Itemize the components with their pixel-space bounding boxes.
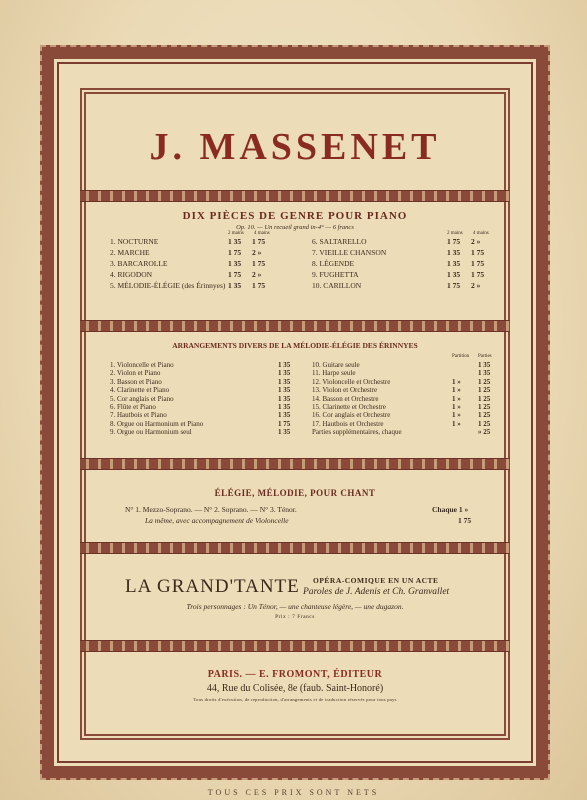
- genre-price-4: 2 »: [252, 270, 262, 279]
- arrangement-item: 17. Hautbois et Orchestre: [312, 419, 384, 428]
- genre-col-head-4: 4 mains: [254, 231, 270, 236]
- arrangement-item: 3. Basson et Piano: [110, 377, 162, 386]
- arrangement-item: 7. Hautbois et Piano: [110, 411, 167, 420]
- genre-price-4: 1 75: [471, 259, 485, 268]
- arrangement-item: 11. Harpe seule: [312, 369, 356, 378]
- grandtante-genre: OPÉRA-COMIQUE EN UN ACTE: [313, 576, 439, 585]
- genre-item: 7. VIEILLE CHANSON: [312, 248, 387, 257]
- arr-head-partition: Partition: [452, 354, 470, 359]
- genre-price-2: 1 35: [228, 281, 242, 290]
- genre-price-2: 1 75: [447, 281, 461, 290]
- elegie-price1: Chaque 1 »: [432, 505, 469, 514]
- arrangement-item: 14. Basson et Orchestre: [312, 394, 379, 403]
- genre-subtitle: Op. 10. — Un recueil grand in-4° — 6 francs: [236, 224, 354, 231]
- footer-note: TOUS CES PRIX SONT NETS: [207, 788, 380, 797]
- arrangement-item: 13. Violon et Orchestre: [312, 386, 378, 395]
- arrangement-price-partition: 1 »: [452, 386, 461, 395]
- genre-price-2: 1 35: [447, 270, 461, 279]
- arrangement-item: 9. Orgue ou Harmonium seul: [110, 428, 192, 437]
- arrangement-price-parties: 1 25: [478, 411, 491, 420]
- genre-item: 6. SALTARELLO: [312, 237, 367, 246]
- arrangement-price-parties: 1 25: [478, 386, 491, 395]
- divider: [80, 542, 510, 554]
- elegie-line2: La même, avec accompagnement de Violoncelle: [145, 516, 289, 525]
- arrangement-price-parties: 1 35: [478, 361, 491, 369]
- genre-item: 10. CARILLON: [312, 281, 362, 290]
- elegie-line1: N° 1. Mezzo-Soprano. — N° 2. Soprano. — N° 3. Ténor.: [125, 505, 297, 514]
- arrangement-price-parties: 1 25: [478, 394, 491, 403]
- genre-price-2: 1 75: [447, 237, 461, 246]
- arrangement-item: 1. Violoncelle et Piano: [110, 361, 174, 369]
- arrangement-price-partition: 1 »: [452, 419, 461, 428]
- genre-price-4: 2 »: [252, 248, 262, 257]
- arrangement-price-parties: 1 35: [478, 369, 491, 378]
- grandtante-authors: Paroles de J. Adenis et Ch. Granvallet: [303, 587, 450, 597]
- genre-item: 9. FUGHETTA: [312, 270, 359, 279]
- arrangement-price: 1 35: [278, 403, 291, 411]
- genre-price-2: 1 35: [447, 259, 461, 268]
- divider: [80, 640, 510, 652]
- divider: [80, 458, 510, 470]
- genre-price-4: 1 75: [471, 248, 485, 257]
- genre-price-4: 1 75: [252, 281, 266, 290]
- arrangement-price-parties: 1 25: [478, 403, 491, 411]
- genre-item: 5. MÉLODIE-ÉLÉGIE (des Érinnyes): [110, 281, 226, 290]
- genre-item: 4. RIGODON: [110, 270, 153, 279]
- genre-price-4: 1 75: [252, 259, 266, 268]
- genre-price-2: 1 75: [228, 248, 242, 257]
- genre-col-head-2: 2 mains: [228, 231, 244, 236]
- arrangement-price-partition: 1 »: [452, 411, 461, 420]
- arrangement-price: 1 35: [278, 428, 291, 437]
- composer-title: J. MASSENET: [149, 126, 441, 168]
- divider: [80, 190, 510, 202]
- arrangement-item: 12. Violoncelle et Orchestre: [312, 377, 391, 386]
- genre-price-2: 1 35: [447, 248, 461, 257]
- arrangement-price-partition: 1 »: [452, 403, 461, 411]
- arrangement-price-parties: » 25: [478, 428, 491, 437]
- genre-price-4: 2 »: [471, 237, 481, 246]
- arrangement-item: 4. Clarinette et Piano: [110, 386, 170, 395]
- arrangement-price: 1 35: [278, 377, 291, 386]
- arrangement-price-partition: 1 »: [452, 394, 461, 403]
- grandtante-cast: Trois personnages : Un Ténor, — une chanteuse légère, — une dugazon.: [186, 602, 404, 611]
- publisher-line2: 44, Rue du Colisée, 8e (faub. Saint-Honoré): [206, 683, 384, 694]
- elegie-price2: 1 75: [458, 516, 472, 525]
- elegie-title: ÉLÉGIE, MÉLODIE, POUR CHANT: [214, 488, 376, 498]
- genre-price-2: 1 35: [228, 259, 242, 268]
- genre-price-4: 1 75: [471, 270, 485, 279]
- genre-col-head-4: 4 mains: [473, 231, 489, 236]
- arrangement-item: 2. Violon et Piano: [110, 369, 161, 378]
- arrangement-price-parties: 1 25: [478, 377, 491, 386]
- genre-item: 2. MARCHE: [110, 248, 150, 257]
- arrangement-price: 1 35: [278, 386, 291, 395]
- publisher-line1: PARIS. — E. FROMONT, ÉDITEUR: [207, 669, 383, 680]
- arrangement-item: 5. Cor anglais et Piano: [110, 394, 174, 403]
- arrangement-item: 15. Clarinette et Orchestre: [312, 403, 386, 411]
- arr-head-parties: Parties: [478, 354, 492, 359]
- genre-item: 3. BARCAROLLE: [110, 259, 168, 268]
- publisher-rights: Tous droits d'exécution, de reproduction, d'arrangements et de traduction réservés pour tous pays: [193, 697, 397, 702]
- arrangement-item: Parties supplémentaires, chaque: [312, 428, 402, 437]
- arrangement-item: 16. Cor anglais et Orchestre: [312, 411, 391, 420]
- genre-item: 1. NOCTURNE: [110, 237, 159, 246]
- arrangement-price: 1 35: [278, 411, 291, 420]
- arrangement-price: 1 35: [278, 394, 291, 403]
- arrangement-price: 1 75: [278, 419, 291, 428]
- arrangement-item: 6. Flûte et Piano: [110, 403, 156, 411]
- genre-col-head-2: 2 mains: [447, 231, 463, 236]
- genre-price-4: 1 75: [252, 237, 266, 246]
- divider: [80, 320, 510, 332]
- arrangements-title: ARRANGEMENTS DIVERS DE LA MÉLODIE-ÉLÉGIE DES ÉRINNYES: [172, 341, 418, 350]
- arrangement-item: 10. Guitare seule: [312, 361, 360, 369]
- grandtante-price: Prix : 7 Francs: [275, 614, 315, 620]
- arrangement-price-partition: 1 »: [452, 377, 461, 386]
- genre-price-2: 1 75: [228, 270, 242, 279]
- arrangement-price: 1 35: [278, 361, 291, 369]
- arrangement-price: 1 35: [278, 369, 291, 378]
- arrangement-price-parties: 1 25: [478, 419, 491, 428]
- genre-title: DIX PIÈCES DE GENRE POUR PIANO: [182, 210, 408, 222]
- genre-price-4: 2 »: [471, 281, 481, 290]
- arrangement-item: 8. Orgue ou Harmonium et Piano: [110, 419, 204, 428]
- genre-price-2: 1 35: [228, 237, 242, 246]
- genre-item: 8. LÉGENDE: [312, 259, 355, 268]
- grandtante-title: LA GRAND'TANTE: [125, 576, 300, 597]
